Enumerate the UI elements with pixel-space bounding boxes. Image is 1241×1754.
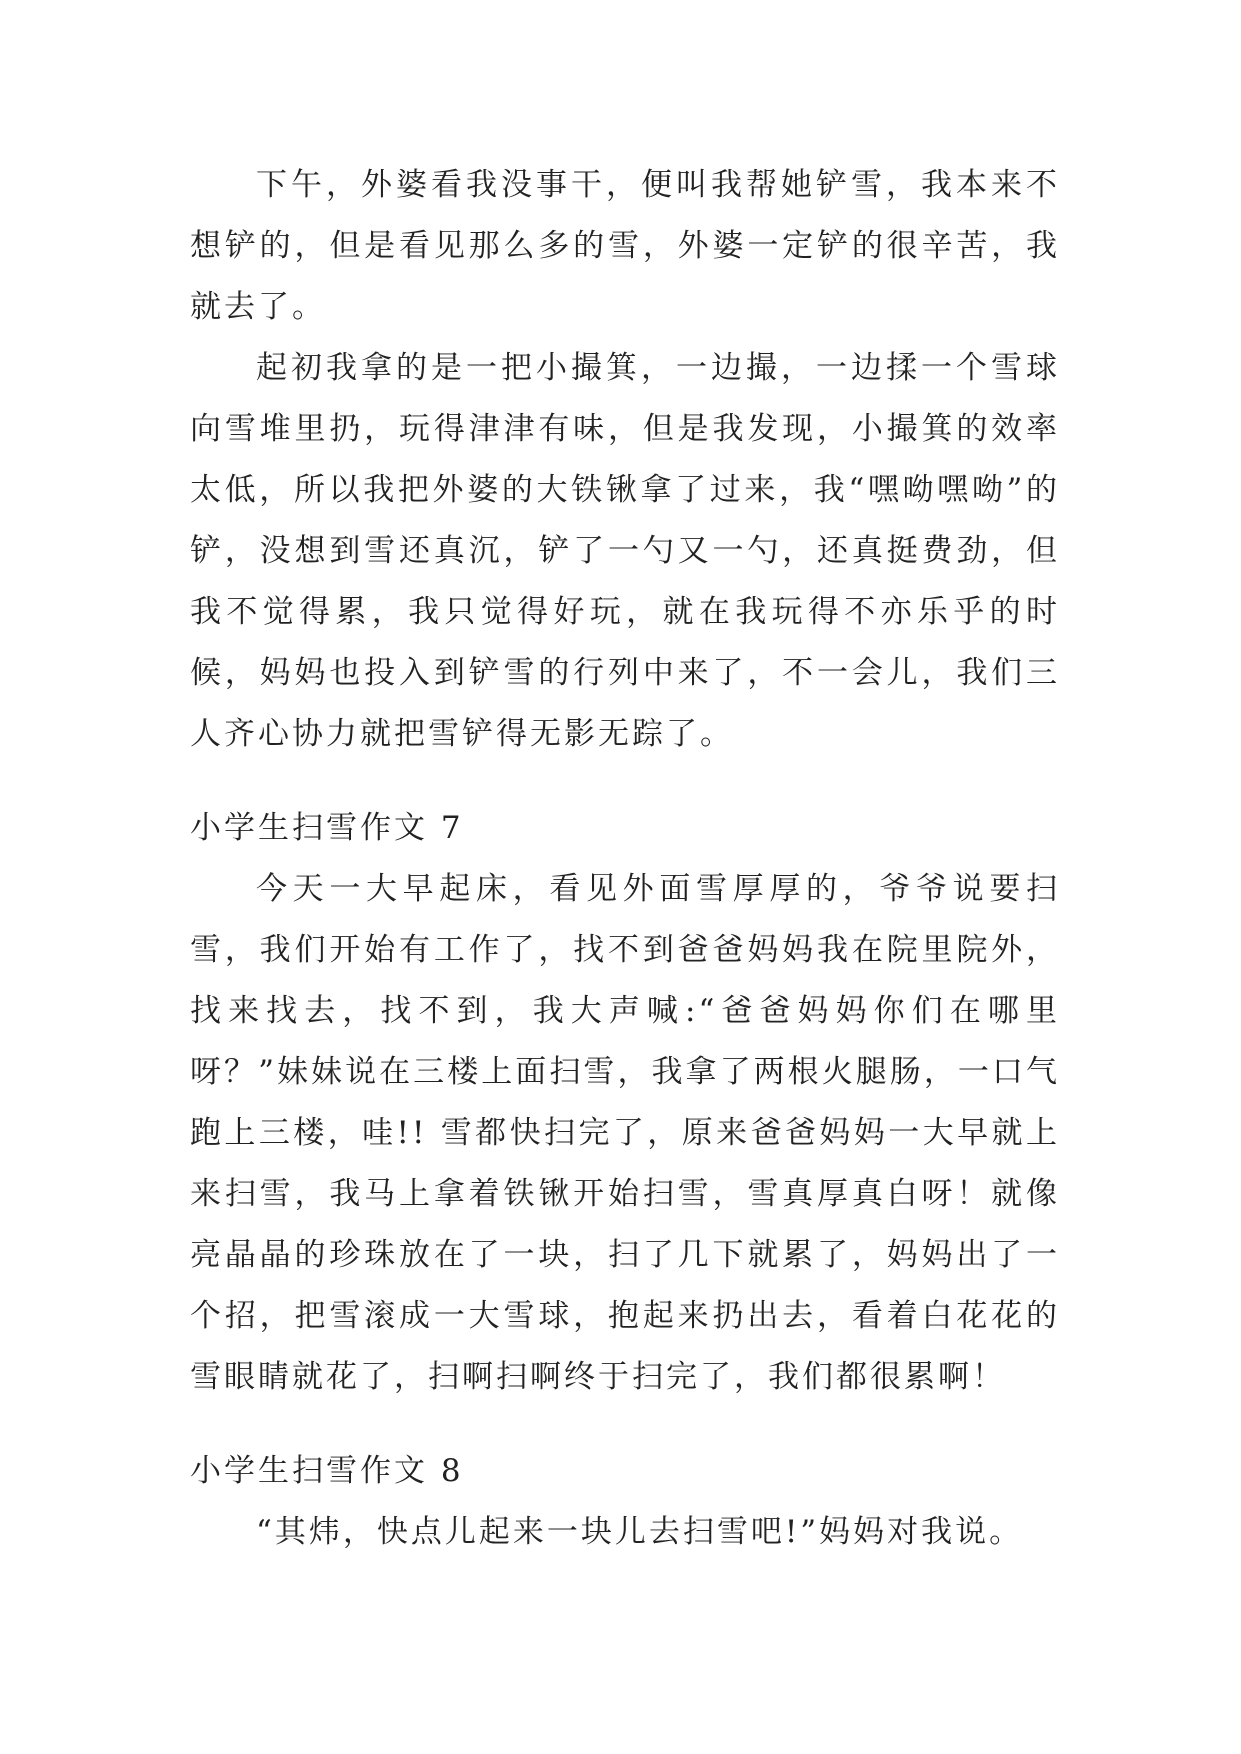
section-spacer [190,1408,1060,1441]
paragraph-shoveling-with-dustpan: 起初我拿的是一把小撮箕，一边撮，一边揉一个雪球向雪堆里扔，玩得津津有味，但是我发现，小撮箕的效率太低，所以我把外婆的大铁锹拿了过来，我“嘿呦嘿呦”的铲，没想到雪还真沉，铲了一勺又一勺，还真挺费劲，但我不觉得累，我只觉得好玩，就在我玩得不亦乐乎的时候，妈妈也投入到铲雪的行列中来了，不一会儿，我们三人齐心协力就把雪铲得无影无踪了。 [190,350,1060,752]
paragraph-essay-7-body: 今天一大早起床，看见外面雪厚厚的，爷爷说要扫雪，我们开始有工作了，找不到爸爸妈妈我在院里院外，找来找去，找不到，我大声喊:“爸爸妈妈你们在哪里呀？”妹妹说在三楼上面扫雪，我拿了两根火腿肠，一口气跑上三楼，哇!! 雪都快扫完了，原来爸爸妈妈一大早就上来扫雪，我马上拿着铁锹开始扫雪，雪真厚真白呀！就像亮晶晶的珍珠放在了一块，扫了几下就累了，妈妈出了一个招，把雪滚成一大雪球，抱起来扔出去，看着白花花的雪眼睛就花了，扫啊扫啊终于扫完了，我们都很累啊！ [190,871,1060,1395]
paragraph-afternoon-shoveling: 下午，外婆看我没事干，便叫我帮她铲雪，我本来不想铲的，但是看见那么多的雪，外婆一定铲的很辛苦，我就去了。 [190,167,1060,325]
document-body [190,155,1060,1563]
essay-heading-7: 小学生扫雪作文 7 [190,810,464,846]
section-spacer [190,765,1060,798]
paragraph-essay-8-opening: “其炜，快点儿起来一块儿去扫雪吧!”妈妈对我说。 [256,1514,1024,1550]
essay-heading-8: 小学生扫雪作文 8 [190,1453,464,1489]
